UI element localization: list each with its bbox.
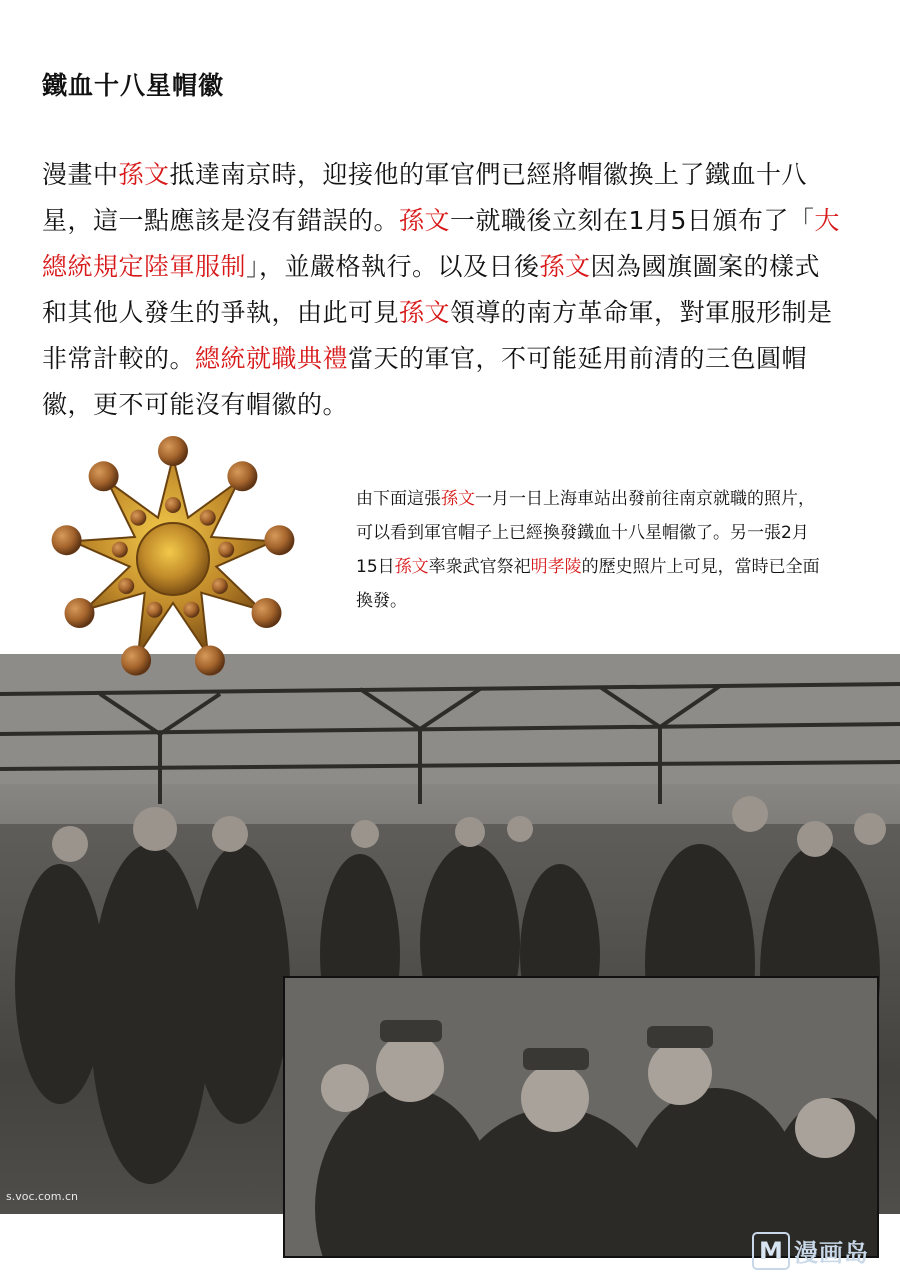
paragraph-run-highlight: 總統就職典禮	[195, 344, 349, 373]
paragraph-run-highlight: 孫文	[399, 206, 451, 235]
caption-run-highlight: 孫文	[441, 489, 475, 509]
logo-m-icon: M	[752, 1232, 790, 1270]
paragraph-run-highlight: 孫文	[399, 298, 451, 327]
emblem-tip-ball	[121, 646, 151, 676]
emblem-inner-ball	[118, 578, 134, 594]
paragraph-run-highlight: 孫文	[539, 252, 591, 281]
main-paragraph	[42, 152, 842, 428]
emblem-tip-ball	[227, 461, 257, 491]
source-watermark: s.voc.com.cn	[6, 1190, 79, 1203]
paragraph-run-text: 因為國旗圖案的樣式和其他人發生的爭執，由此可見	[42, 252, 821, 327]
emblem-inner-ball	[147, 602, 163, 618]
paragraph-run-highlight: 孫文	[118, 160, 170, 189]
caption-run-text: 的歷史照片上可見，當時已全面換發。	[356, 557, 820, 611]
paragraph-run-highlight: 大總統規定陸軍服制	[42, 206, 840, 281]
caption-run-highlight: 孫文	[394, 557, 429, 577]
caption-run-highlight: 明孝陵	[530, 557, 582, 577]
caption-run-text: 一月一日上海車站出發前往南京就職的照片，可以看到軍官帽子上已經換發鐵血十八星帽徽了。另一張2月15日	[356, 489, 815, 577]
photo-caption	[356, 482, 826, 618]
emblem-tip-ball	[158, 436, 188, 466]
paragraph-run-text: 」，並嚴格執行。以及日後	[246, 252, 540, 281]
caption-run-text: 率衆武官祭祀	[428, 557, 531, 577]
emblem-tip-ball	[65, 598, 95, 628]
page-heading: 鐵血十八星帽徽	[42, 71, 225, 100]
emblem-inner-ball	[165, 497, 181, 513]
emblem-inner-ball	[112, 542, 128, 558]
emblem-tip-ball	[264, 525, 294, 555]
paragraph-run-text: 漫畫中	[42, 160, 119, 189]
emblem-inner-ball	[184, 602, 200, 618]
site-logo	[752, 1228, 900, 1273]
paragraph-run-text: 抵達南京時，迎接他的軍官們已經將帽徽換上了鐵血十八星，這一點應該是沒有錯誤的。	[42, 160, 808, 235]
emblem-inner-ball	[212, 578, 228, 594]
emblem-inner-ball	[130, 510, 146, 526]
paragraph-run-text: 一就職後立刻在1月5日頒布了「	[450, 206, 815, 235]
emblem-tip-ball	[89, 461, 119, 491]
emblem-tip-ball	[195, 646, 225, 676]
caption-run-text: 由下面這張	[356, 489, 441, 509]
ming-tomb-ceremony-photo	[283, 976, 879, 1258]
emblem-center-dome	[137, 523, 209, 595]
paragraph-run-text: 領導的南方革命軍，對軍服形制是非常計較的。	[42, 298, 833, 373]
paragraph-run-text: 當天的軍官，不可能延用前清的三色圓帽徽，更不可能沒有帽徽的。	[42, 344, 808, 419]
emblem-tip-ball	[52, 525, 82, 555]
emblem-inner-ball	[218, 542, 234, 558]
logo-text: 漫画岛	[794, 1239, 869, 1267]
iron-blood-18-star-emblem	[40, 436, 306, 682]
emblem-tip-ball	[252, 598, 282, 628]
emblem-inner-ball	[200, 510, 216, 526]
